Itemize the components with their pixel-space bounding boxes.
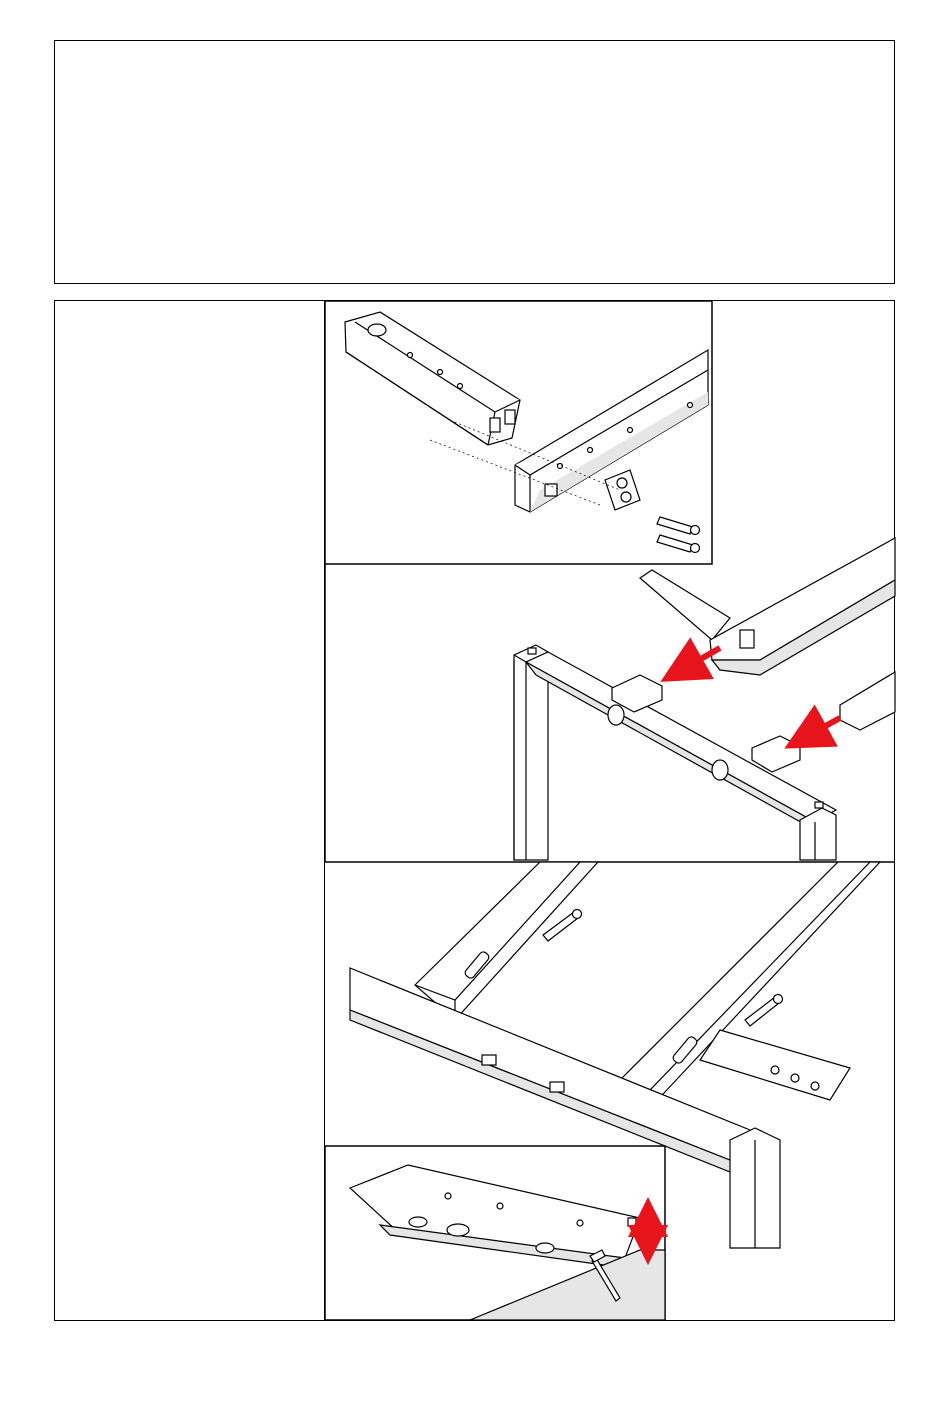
illustration-frame-mounting [325,538,895,862]
connector-plate-part [605,470,640,510]
crossbar-end-part [345,312,520,445]
bolt-icon [657,535,700,553]
illustration-detail-inset [325,1146,665,1320]
illustration-crossbar-connection [325,301,712,564]
arrow-icon [800,718,840,740]
bolt-icon [657,517,700,535]
